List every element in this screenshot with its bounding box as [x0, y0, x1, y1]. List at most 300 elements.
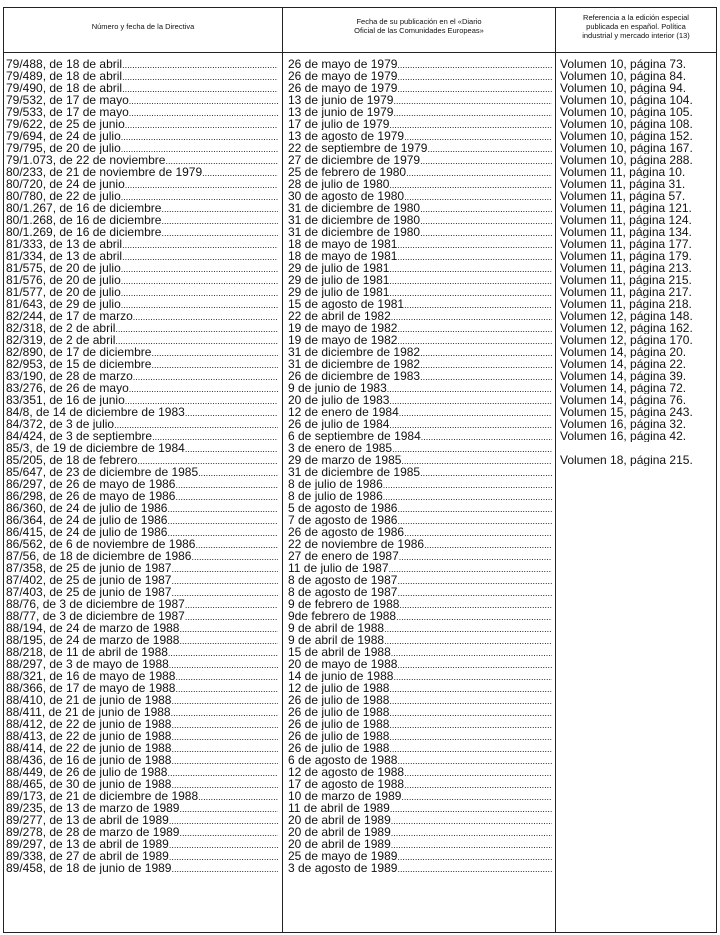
dot-leader [391, 814, 552, 826]
edition-reference: Volumen 18, página 215. [560, 454, 693, 466]
directive-cell [6, 862, 278, 874]
directive-number-date: 79/489, de 18 de abril [6, 70, 123, 82]
header-directive [4, 22, 282, 31]
dot-leader [169, 850, 278, 862]
edition-reference: Volumen 11, página 215. [560, 274, 692, 286]
publication-cell [288, 754, 552, 766]
directive-number-date: 85/3, de 19 de diciembre de 1984 [6, 442, 185, 454]
dot-leader [115, 322, 278, 334]
dot-leader [121, 142, 278, 154]
publication-cell [288, 658, 552, 670]
table-row [0, 478, 720, 490]
directive-number-date: 89/297, de 13 de abril de 1989 [6, 838, 169, 850]
edition-reference: Volumen 11, página 217. [560, 286, 692, 298]
dot-leader [175, 682, 278, 694]
directive-cell [6, 382, 278, 394]
publication-cell [288, 598, 552, 610]
publication-date: 25 de febrero de 1980 [288, 166, 407, 178]
dot-leader [185, 598, 278, 610]
reference-cell [560, 358, 717, 370]
directive-number-date: 88/218, de 11 de abril de 1988 [6, 646, 168, 658]
publication-date: 13 de junio de 1979 [288, 94, 394, 106]
table-top-rule [3, 7, 717, 8]
reference-cell [560, 130, 717, 142]
publication-cell [288, 778, 552, 790]
directive-cell [6, 238, 278, 250]
directive-number-date: 89/277, de 13 de abril de 1989 [6, 814, 169, 826]
dot-leader [202, 166, 278, 178]
directive-number-date: 79/1.073, de 22 de noviembre [6, 154, 166, 166]
edition-reference: Volumen 11, página 10. [560, 166, 686, 178]
reference-cell [560, 406, 717, 418]
directive-cell [6, 850, 278, 862]
edition-reference: Volumen 12, página 148. [560, 310, 693, 322]
dot-leader [171, 862, 278, 874]
reference-cell [560, 742, 717, 754]
publication-date: 6 de agosto de 1988 [288, 754, 398, 766]
dot-leader [389, 742, 552, 754]
dot-leader [179, 634, 278, 646]
publication-date: 29 de julio de 1981 [288, 262, 390, 274]
publication-date: 31 de diciembre de 1980 [288, 214, 421, 226]
directive-number-date: 80/720, de 24 de junio [6, 178, 125, 190]
publication-date: 10 de marzo de 1989 [288, 790, 402, 802]
table-row [0, 550, 720, 562]
directive-cell [6, 166, 278, 178]
table-row [0, 250, 720, 262]
edition-reference: Volumen 11, página 134. [560, 226, 692, 238]
reference-cell [560, 706, 717, 718]
publication-cell [288, 682, 552, 694]
dot-leader [397, 238, 552, 250]
publication-date: 14 de junio de 1988 [288, 670, 394, 682]
publication-date: 9 de abril de 1988 [288, 634, 385, 646]
dot-leader [387, 382, 552, 394]
publication-date: 31 de diciembre de 1982 [288, 346, 421, 358]
directive-number-date: 87/403, de 25 de junio de 1987 [6, 586, 172, 598]
dot-leader [391, 826, 552, 838]
publication-cell [288, 70, 552, 82]
publication-date: 22 de noviembre de 1986 [288, 538, 425, 550]
table-body [0, 58, 720, 874]
publication-date: 5 de agosto de 1986 [288, 502, 398, 514]
directive-cell [6, 502, 278, 514]
reference-cell [560, 598, 717, 610]
directive-number-date: 81/575, de 20 de julio [6, 262, 121, 274]
directive-cell [6, 202, 278, 214]
dot-leader [383, 478, 552, 490]
directive-number-date: 85/205, de 18 de febrero [6, 454, 138, 466]
publication-date: 7 de agosto de 1986 [288, 514, 398, 526]
table-row [0, 682, 720, 694]
dot-leader [420, 370, 552, 382]
edition-reference: Volumen 11, página 218. [560, 298, 692, 310]
publication-date: 26 de diciembre de 1983 [288, 370, 421, 382]
directive-cell [6, 190, 278, 202]
publication-date: 12 de julio de 1988 [288, 682, 390, 694]
dot-leader [420, 358, 552, 370]
publication-cell [288, 814, 552, 826]
publication-date: 13 de agosto de 1979 [288, 130, 405, 142]
publication-cell [288, 94, 552, 106]
dot-leader [420, 154, 552, 166]
table-row [0, 586, 720, 598]
publication-date: 26 de mayo de 1979 [288, 70, 398, 82]
publication-date: 18 de mayo de 1981 [288, 238, 398, 250]
header-directive-label: Número y fecha de la Directiva [91, 22, 195, 31]
reference-cell [560, 862, 717, 874]
publication-cell [288, 694, 552, 706]
dot-leader [399, 406, 552, 418]
publication-date: 20 de abril de 1989 [288, 814, 391, 826]
directive-cell [6, 454, 278, 466]
reference-cell [560, 154, 717, 166]
publication-date: 20 de mayo de 1988 [288, 658, 398, 670]
dot-leader [389, 262, 552, 274]
reference-cell [560, 838, 717, 850]
reference-cell [560, 670, 717, 682]
edition-reference: Volumen 12, página 170. [560, 334, 693, 346]
directive-number-date: 83/190, de 28 de marzo [6, 370, 133, 382]
directive-cell [6, 322, 278, 334]
publication-date: 31 de diciembre de 1985 [288, 466, 421, 478]
publication-cell [288, 118, 552, 130]
reference-cell [560, 586, 717, 598]
directive-number-date: 89/338, de 27 de abril de 1989 [6, 850, 169, 862]
publication-date: 8 de agosto de 1987 [288, 574, 398, 586]
reference-cell [560, 790, 717, 802]
edition-reference: Volumen 16, página 32. [560, 418, 687, 430]
dot-leader [392, 442, 552, 454]
table-row [0, 706, 720, 718]
publication-date: 8 de agosto de 1987 [288, 586, 398, 598]
publication-cell [288, 166, 552, 178]
publication-date: 19 de mayo de 1982 [288, 322, 398, 334]
dot-leader [122, 250, 278, 262]
dot-leader [397, 58, 552, 70]
dot-leader [404, 526, 552, 538]
table-row [0, 130, 720, 142]
publication-cell [288, 514, 552, 526]
table-row [0, 454, 720, 466]
publication-cell [288, 202, 552, 214]
dot-leader [179, 826, 278, 838]
directive-cell [6, 250, 278, 262]
publication-cell [288, 718, 552, 730]
publication-cell [288, 250, 552, 262]
directive-number-date: 88/411, de 21 de junio de 1988 [6, 706, 171, 718]
publication-date: 11 de julio de 1987 [288, 562, 389, 574]
dot-leader [420, 214, 552, 226]
edition-reference: Volumen 10, página 105. [560, 106, 693, 118]
table-row [0, 58, 720, 70]
edition-reference: Volumen 10, página 73. [560, 58, 687, 70]
dot-leader [397, 658, 552, 670]
table-row [0, 598, 720, 610]
reference-cell [560, 850, 717, 862]
directive-cell [6, 634, 278, 646]
reference-cell [560, 478, 717, 490]
publication-date: 26 de julio de 1988 [288, 694, 390, 706]
directive-number-date: 81/333, de 13 de abril [6, 238, 123, 250]
publication-cell [288, 394, 552, 406]
directive-number-date: 88/413, de 22 de junio de 1988 [6, 730, 172, 742]
publication-cell [288, 430, 552, 442]
dot-leader [389, 730, 552, 742]
reference-cell [560, 334, 717, 346]
directive-cell [6, 514, 278, 526]
dot-leader [195, 538, 278, 550]
dot-leader [397, 334, 552, 346]
reference-cell [560, 562, 717, 574]
table-row [0, 826, 720, 838]
publication-cell [288, 226, 552, 238]
directive-number-date: 88/412, de 22 de junio de 1988 [6, 718, 172, 730]
publication-cell [288, 190, 552, 202]
table-row [0, 718, 720, 730]
table-row [0, 622, 720, 634]
publication-date: 17 de agosto de 1988 [288, 778, 405, 790]
directive-number-date: 89/458, de 18 de junio de 1989 [6, 862, 172, 874]
publication-cell [288, 178, 552, 190]
directive-number-date: 88/195, de 24 de marzo de 1988 [6, 634, 180, 646]
reference-cell [560, 718, 717, 730]
dot-leader [185, 406, 278, 418]
dot-leader [421, 430, 552, 442]
directive-number-date: 81/334, de 13 de abril [6, 250, 123, 262]
directive-cell [6, 814, 278, 826]
dot-leader [393, 94, 552, 106]
dot-leader [397, 850, 552, 862]
publication-date: 31 de diciembre de 1980 [288, 226, 421, 238]
header-bottom-rule [3, 52, 717, 53]
directive-cell [6, 658, 278, 670]
publication-cell [288, 442, 552, 454]
dot-leader [122, 70, 278, 82]
directive-number-date: 79/795, de 20 de julio [6, 142, 121, 154]
directive-number-date: 86/562, de 6 de noviembre de 1986 [6, 538, 196, 550]
edition-reference: Volumen 10, página 288. [560, 154, 693, 166]
directive-cell [6, 694, 278, 706]
directive-number-date: 89/278, de 28 de marzo de 1989 [6, 826, 180, 838]
table-row [0, 310, 720, 322]
table-row [0, 574, 720, 586]
dot-leader [393, 670, 552, 682]
dot-leader [391, 646, 552, 658]
edition-reference: Volumen 10, página 167. [560, 142, 693, 154]
publication-cell [288, 58, 552, 70]
dot-leader [171, 706, 278, 718]
dot-leader [151, 358, 278, 370]
directive-number-date: 84/424, de 3 de septiembre [6, 430, 153, 442]
directive-cell [6, 562, 278, 574]
dot-leader [114, 418, 278, 430]
dot-leader [406, 166, 552, 178]
dot-leader [175, 490, 278, 502]
table-row [0, 862, 720, 874]
dot-leader [122, 58, 278, 70]
directive-number-date: 85/647, de 23 de diciembre de 1985 [6, 466, 199, 478]
publication-cell [288, 418, 552, 430]
dot-leader [389, 682, 552, 694]
publication-cell [288, 742, 552, 754]
publication-date: 9de febrero de 1988 [288, 610, 397, 622]
publication-date: 30 de agosto de 1980 [288, 190, 405, 202]
dot-leader [171, 562, 278, 574]
reference-cell [560, 730, 717, 742]
directive-number-date: 88/77, de 3 de diciembre de 1987 [6, 610, 185, 622]
publication-date: 29 de marzo de 1985 [288, 454, 402, 466]
dot-leader [404, 190, 552, 202]
directive-number-date: 87/402, de 25 de junio de 1987 [6, 574, 172, 586]
reference-cell [560, 814, 717, 826]
directive-number-date: 81/577, de 20 de julio [6, 286, 121, 298]
table-row [0, 142, 720, 154]
table-row [0, 754, 720, 766]
reference-cell [560, 118, 717, 130]
publication-date: 9 de febrero de 1988 [288, 598, 400, 610]
directive-cell [6, 598, 278, 610]
directive-cell [6, 526, 278, 538]
edition-reference: Volumen 12, página 162. [560, 322, 693, 334]
reference-cell [560, 634, 717, 646]
publication-cell [288, 238, 552, 250]
reference-cell [560, 214, 717, 226]
reference-cell [560, 610, 717, 622]
edition-reference: Volumen 11, página 31. [560, 178, 686, 190]
publication-cell [288, 790, 552, 802]
table-row [0, 202, 720, 214]
publication-date: 26 de mayo de 1979 [288, 82, 398, 94]
table-row [0, 346, 720, 358]
reference-cell [560, 94, 717, 106]
dot-leader [384, 634, 552, 646]
dot-leader [397, 502, 552, 514]
dot-leader [121, 190, 278, 202]
publication-date: 27 de diciembre de 1979 [288, 154, 421, 166]
directive-cell [6, 310, 278, 322]
table-row [0, 694, 720, 706]
table-row [0, 178, 720, 190]
edition-reference: Volumen 11, página 213. [560, 262, 692, 274]
directive-cell [6, 406, 278, 418]
reference-cell [560, 190, 717, 202]
directive-cell [6, 682, 278, 694]
directive-number-date: 88/410, de 21 de junio de 1988 [6, 694, 172, 706]
dot-leader [151, 346, 278, 358]
dot-leader [389, 718, 552, 730]
dot-leader [390, 802, 552, 814]
reference-cell [560, 658, 717, 670]
edition-reference: Volumen 14, página 76. [560, 394, 687, 406]
publication-cell [288, 826, 552, 838]
publication-date: 11 de abril de 1989 [288, 802, 390, 814]
dot-leader [397, 514, 552, 526]
table-row [0, 238, 720, 250]
publication-cell [288, 310, 552, 322]
table-row [0, 106, 720, 118]
directive-number-date: 80/780, de 22 de julio [6, 190, 121, 202]
directive-number-date: 79/622, de 25 de junio [6, 118, 125, 130]
header-publication: Fecha de su publicación en el «Diario Oficial de las Comunidades Europeas» [354, 17, 484, 35]
directive-number-date: 84/372, de 3 de julio [6, 418, 115, 430]
dot-leader [129, 382, 278, 394]
dot-leader [171, 742, 278, 754]
table-row [0, 610, 720, 622]
dot-leader [133, 310, 278, 322]
dot-leader [420, 226, 552, 238]
publication-date: 26 de julio de 1988 [288, 706, 390, 718]
directive-number-date: 82/244, de 17 de marzo [6, 310, 133, 322]
dot-leader [389, 286, 552, 298]
table-row [0, 490, 720, 502]
directive-cell [6, 178, 278, 190]
publication-cell [288, 706, 552, 718]
publication-date: 20 de julio de 1983 [288, 394, 390, 406]
publication-date: 26 de julio de 1988 [288, 718, 390, 730]
directive-number-date: 88/297, de 3 de mayo de 1988 [6, 658, 169, 670]
table-row [0, 802, 720, 814]
directive-number-date: 88/194, de 24 de marzo de 1988 [6, 622, 180, 634]
directive-cell [6, 718, 278, 730]
directive-number-date: 80/1.269, de 16 de diciembre [6, 226, 162, 238]
directive-number-date: 89/173, de 21 de diciembre de 1988 [6, 790, 199, 802]
directive-number-date: 80/1.267, de 16 de diciembre [6, 202, 162, 214]
directive-cell [6, 838, 278, 850]
directive-number-date: 88/321, de 16 de mayo de 1988 [6, 670, 176, 682]
dot-leader [401, 790, 552, 802]
reference-cell [560, 178, 717, 190]
dot-leader [404, 766, 552, 778]
publication-date: 26 de agosto de 1986 [288, 526, 405, 538]
table-row [0, 778, 720, 790]
publication-date: 8 de julio de 1986 [288, 490, 383, 502]
directive-cell [6, 70, 278, 82]
dot-leader [191, 550, 278, 562]
publication-date: 29 de julio de 1981 [288, 274, 390, 286]
dot-leader [397, 862, 552, 874]
directive-cell [6, 106, 278, 118]
dot-leader [389, 118, 552, 130]
publication-date: 26 de mayo de 1979 [288, 58, 398, 70]
table-row [0, 634, 720, 646]
dot-leader [420, 202, 552, 214]
dot-leader [427, 142, 552, 154]
reference-cell [560, 418, 717, 430]
publication-date: 9 de abril de 1988 [288, 622, 385, 634]
reference-cell [560, 514, 717, 526]
dot-leader [169, 658, 278, 670]
dot-leader [389, 694, 552, 706]
directive-cell [6, 466, 278, 478]
publication-date: 15 de abril de 1988 [288, 646, 391, 658]
publication-date: 22 de abril de 1982 [288, 310, 391, 322]
directive-cell [6, 622, 278, 634]
publication-cell [288, 574, 552, 586]
dot-leader [171, 754, 278, 766]
directive-number-date: 79/490, de 18 de abril [6, 82, 123, 94]
publication-date: 28 de julio de 1980 [288, 178, 390, 190]
directive-number-date: 83/351, de 16 de junio [6, 394, 125, 406]
publication-cell [288, 334, 552, 346]
dot-leader [420, 346, 552, 358]
directive-cell [6, 370, 278, 382]
publication-cell [288, 862, 552, 874]
publication-cell [288, 274, 552, 286]
reference-cell [560, 754, 717, 766]
dot-leader [404, 778, 552, 790]
table-row [0, 850, 720, 862]
